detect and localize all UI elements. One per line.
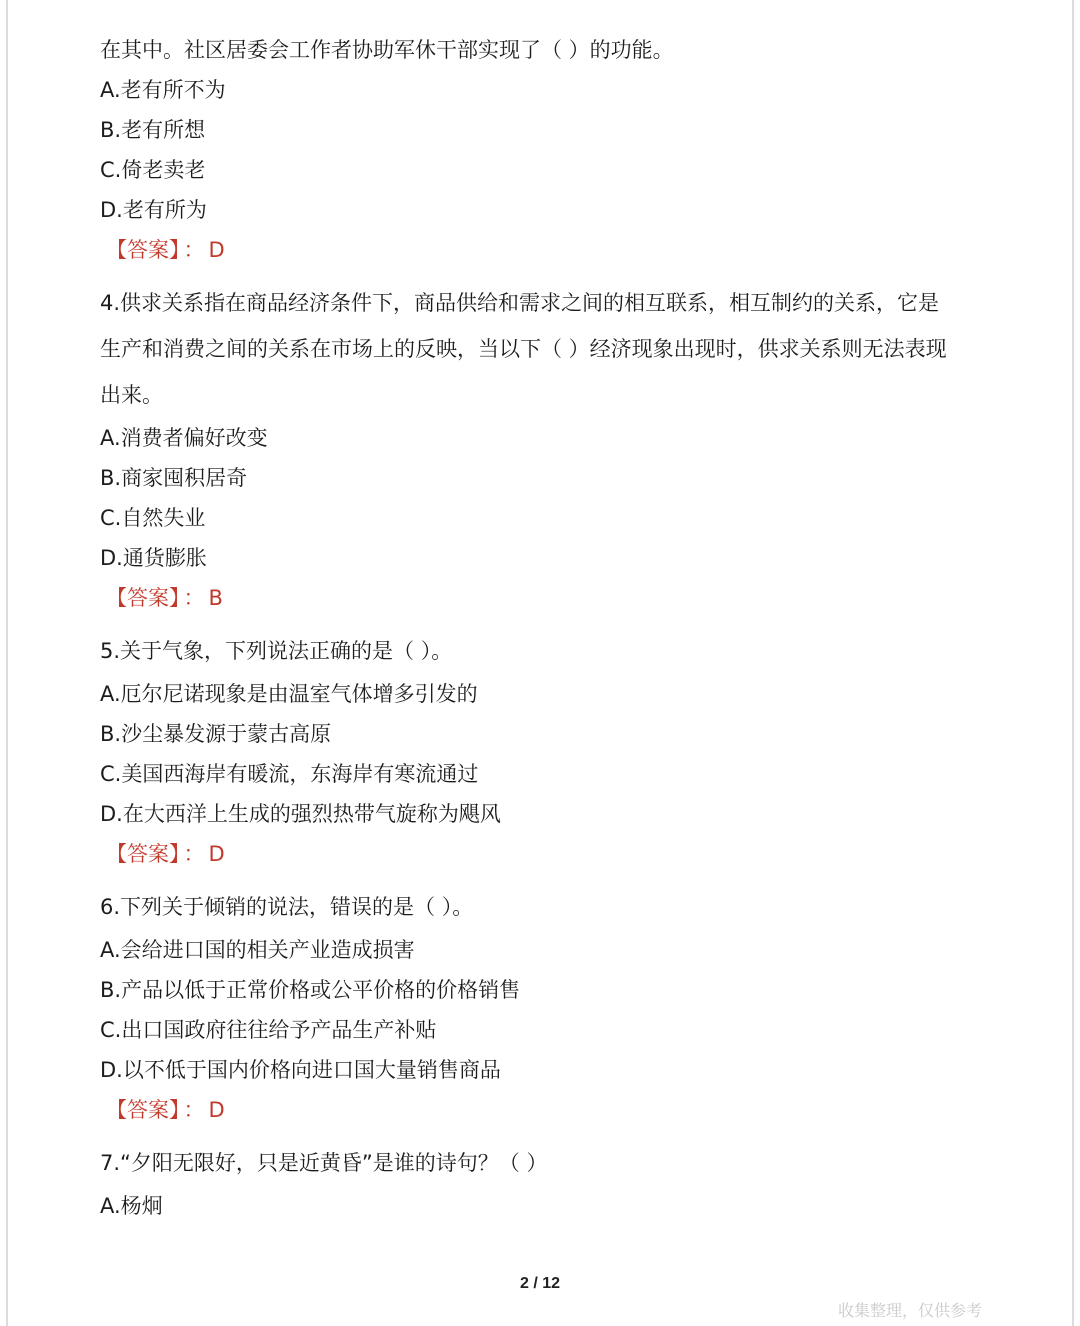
page-content: [100, 30, 990, 1226]
question-4-stem-line-2: 生产和消费之间的关系在市场上的反映，当以下（ ）经济现象出现时，供求关系则无法表现: [100, 337, 947, 361]
question-4-answer: [100, 578, 990, 618]
answer-separator: ：: [183, 586, 205, 610]
question-3-option-d: D.老有所为: [100, 198, 207, 222]
answer-value: D: [208, 842, 225, 866]
page-number: 2 / 12: [519, 1275, 561, 1292]
question-5-option-c: C.美国西海岸有暖流，东海岸有寒流通过: [100, 762, 479, 786]
answer-label: 【答案】: [106, 586, 180, 610]
question-4-option-c: C.自然失业: [100, 506, 206, 530]
page-edge-right: [1072, 0, 1074, 1326]
question-3-option-b: B.老有所想: [100, 118, 206, 142]
question-4-option-d: D.通货膨胀: [100, 546, 207, 570]
answer-label: 【答案】: [106, 842, 180, 866]
question-6-option-d: D.以不低于国内价格向进口国大量销售商品: [100, 1058, 501, 1082]
question-4-stem-line-1: 4.供求关系指在商品经济条件下，商品供给和需求之间的相互联系，相互制约的关系，它是: [100, 291, 940, 315]
question-5-option-a: A.厄尔尼诺现象是由温室气体增多引发的: [100, 682, 478, 706]
question-4-stem-line-3: 出来。: [100, 383, 163, 407]
answer-value: D: [208, 1098, 225, 1122]
question-6-stem: 6.下列关于倾销的说法，错误的是（ ）。: [100, 895, 474, 919]
question-3-answer: [100, 230, 990, 270]
question-6-option-c: C.出口国政府往往给予产品生产补贴: [100, 1018, 437, 1042]
question-7-stem: 7.“夕阳无限好，只是近黄昏”是谁的诗句？（ ）: [100, 1151, 548, 1175]
question-7-option-a: A.杨炯: [100, 1194, 163, 1218]
question-5-option-d: D.在大西洋上生成的强烈热带气旋称为飓风: [100, 802, 501, 826]
question-5-option-b: B.沙尘暴发源于蒙古高原: [100, 722, 332, 746]
answer-separator: ：: [183, 1098, 205, 1122]
question-4-option-a: A.消费者偏好改变: [100, 426, 268, 450]
page-edge-left: [6, 0, 8, 1326]
answer-separator: ：: [183, 842, 205, 866]
question-3-stem-tail: 在其中。社区居委会工作者协助军休干部实现了（ ）的功能。: [100, 38, 674, 62]
answer-value: D: [208, 238, 225, 262]
question-6-option-a: A.会给进口国的相关产业造成损害: [100, 938, 415, 962]
answer-label: 【答案】: [106, 238, 180, 262]
question-5-answer: [100, 834, 990, 874]
answer-label: 【答案】: [106, 1098, 180, 1122]
question-5-stem: 5.关于气象，下列说法正确的是（ ）。: [100, 639, 453, 663]
question-4-option-b: B.商家囤积居奇: [100, 466, 248, 490]
question-3-option-a: A.老有所不为: [100, 78, 226, 102]
answer-value: B: [208, 586, 223, 610]
question-6-option-b: B.产品以低于正常价格或公平价格的价格销售: [100, 978, 521, 1002]
watermark-text: 收集整理，仅供参考: [837, 1301, 982, 1320]
answer-separator: ：: [183, 238, 205, 262]
question-3-option-c: C.倚老卖老: [100, 158, 206, 182]
question-6-answer: [100, 1090, 990, 1130]
